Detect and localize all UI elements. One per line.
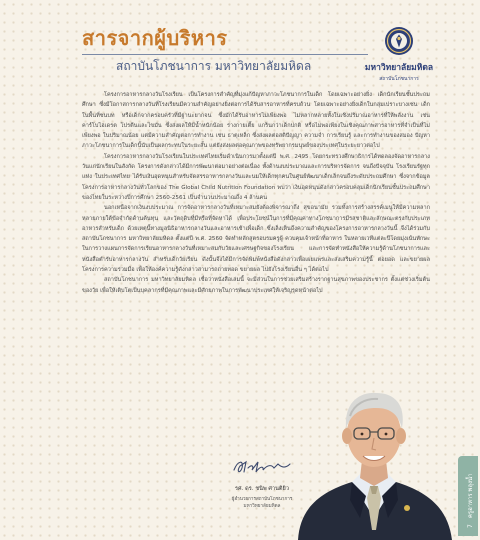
university-logo <box>364 26 434 83</box>
subtitle-divider <box>82 54 368 55</box>
signer-role-line-1: ผู้อำนวยการสถาบันโภชนาการ <box>231 497 293 502</box>
page-number: 7 <box>467 524 474 528</box>
page-side-tab <box>458 456 478 536</box>
university-emblem-icon <box>384 26 414 56</box>
side-tab-title: ครูอาหาร พลุงน้ำ <box>467 473 474 519</box>
signer-name: รศ. ดร. ชนิพ ศานติยิว <box>235 486 289 492</box>
page-subtitle: สถาบันโภชนาการ มหาวิทยาลัยมหิดล <box>116 59 312 73</box>
signature-icon <box>230 456 294 478</box>
director-portrait <box>290 368 458 540</box>
paragraph-3: นอกเหนือจากเงินงบประมาณ การจัดอาหารกลางวันที่เหมาะสมยังต้องพิจารณาถึง สุขอนามัย รวมทั้งการสร้างสรรค์เมนูให้มีความหลากหลายภายใต้ข้อจำกัดด้านต้นทุน และวัตถุดิบที่มีหรือที่จัดหาได้ เพื่อประโยชน์ในการที่มีคุณค่าทางโภชนาการมีรสชาติและลักษณะตรงกับประเภทอาหารสำหรับเด็ก ด้วยเหตุนี้ทางมูลนิธิอาหารกลางวันและอาหารเช้าเพื่อเด็ก ซึ่งเล็งเห็นถึงความสำคัญของโครงการอาหารกลางวันนี้ จึงได้ร่วมกับสถาบันโภชนาการ มหาวิทยาลัยมหิดล ตั้งแต่ปี พ.ศ. 2560 จัดทำหลักสูตรอบรมครูผู้ ควบคุมเจ้าหน้าที่อาหาร ในหลายเวทีแต่ละปีโดยมุ่งเน้นทักษะในการวางแผนการจัดการเรียนอาหารกลางวันที่เหมาะสมกับวัยและเศรษฐกิจของโรงเรียน และการจัดทำหนังสือให้ความรู้ด้านโภชนาการและหนังสือตำรับอาหารกลางวัน สำหรับเด็กวัยเรียน ดังนั้นจึงได้มีการจัดพิมพ์หนังสือดังกล่าวเพื่อเผยแพร่และส่งเสริมความรู้นี้ ต่อยอด และขยายผลโครงการความร่วมมือ เพื่อให้องค์ความรู้ดังกล่าวสามารถถ่ายทอด ขยายผล ไปยังโรงเรียนอื่น ๆ ได้ต่อไป <box>82 205 430 274</box>
message-body <box>82 90 430 296</box>
paragraph-2: โครงการอาหารกลางวันโรงเรียนในประเทศไทยเริ่มดำเนินการมาตั้งแต่ปี พ.ศ. 2495 โดยกระทรวงศึกษาธิการได้ทดลองจัดอาหารกลางวันแก่นักเรียนในสังกัด โครงการดังกล่าวได้มีการพัฒนาต่อมาอย่างต่อเนื่อง ทั้งด้านงบประมาณและการบริหารจัดการ จนถึงปัจจุบัน โรงเรียนรัฐทุกแห่ง ในประเทศไทย ได้รับเงินอุดหนุนสำหรับจัดสรรอาหารกลางวันและนมให้เด็กทุกคนในศูนย์พัฒนาเด็กเล็กจนถึงระดับประถมศึกษา ซึ่งจากข้อมูลโครงการอาหารกลางวันทั่วโลกของ The Global Child Nutrition Foundation พบว่า เงินอุดหนุนดังกล่าวครอบคลุมเด็กนักเรียนชั้นประถมศึกษาของไทยในระหว่างปีการศึกษา 2560-2561 เป็นจำนวนประมาณถึง 4 ล้านคน <box>82 153 430 201</box>
logo-subtitle: สถาบันโภชนาการ <box>379 76 419 82</box>
page-title: สารจากผู้บริหาร <box>82 26 228 50</box>
logo-name: มหาวิทยาลัยมหิดล <box>364 63 434 73</box>
paragraph-4: สถาบันโภชนาการ มหาวิทยาลัยมหิดล เชื่อว่าหนังสือเล่มนี้ จะมีส่วนในการช่วยเสริมสร้างรากฐานสุขภาพของประชากร ตั้งแต่ช่วงเริ่มต้นของวัย เพื่อให้เติบโตเป็นบุคลากรที่มีคุณภาพและมีศักยภาพในการพัฒนาประเทศให้เจริญรุดหน้าต่อไป <box>82 277 430 294</box>
signer-role-line-2: มหาวิทยาลัยมหิดล <box>243 504 281 509</box>
side-tab-label <box>461 448 480 528</box>
paragraph-1: โครงการอาหารกลางวันโรงเรียน เป็นโครงการสำคัญที่มุ่งแก้ปัญหาภาวะโภชนาการในเด็ก โดยเฉพาะอย่างยิ่ง เด็กนักเรียนชั้นประถมศึกษา ซึ่งมีโอกาสการกลางวันที่โรงเรียนมีความสำคัญอย่างยิ่งต่อการได้รับสารอาหารที่ครบถ้วน โดยเฉพาะอย่างยิ่งเด็กในกลุ่มเปราะบางเช่น เด็กในพื้นที่ชนบท หรือเด็กจากครอบครัวที่มีฐานะยากจน ซึ่งมักได้รับอาหารไม่เพียงพอ ไม่หลากหลายทั้งในเชิงปริมาณอาหารที่ให้พลังงาน เช่น คาร์โบไฮเดรต โปรตีนและไขมัน ซึ่งส่งผลให้มีน้ำหนักน้อย ร่างกายเตี้ย แกร็นกว่าเด็กปกติ หรือไม่พอเพียงในเชิงคุณภาพสารอาหารที่จำเป็นที่ไม่เพียงพอ ในปริมาณน้อย แต่มีความสำคัญต่อการทำงาน เช่น ธาตุเหล็ก ซึ่งส่งผลต่อสติปัญญา ความจำ การเรียนรู้ และการทำงานของสมอง ปัญหาภาวะโภชนาการในเด็กนี้นับเป็นผลกระทบในระยะสั้น แต่ยังส่งผลต่อคุณภาพของทรัพยากรมนุษย์ของประเทศในระยะยาวต่อไป <box>82 92 430 150</box>
